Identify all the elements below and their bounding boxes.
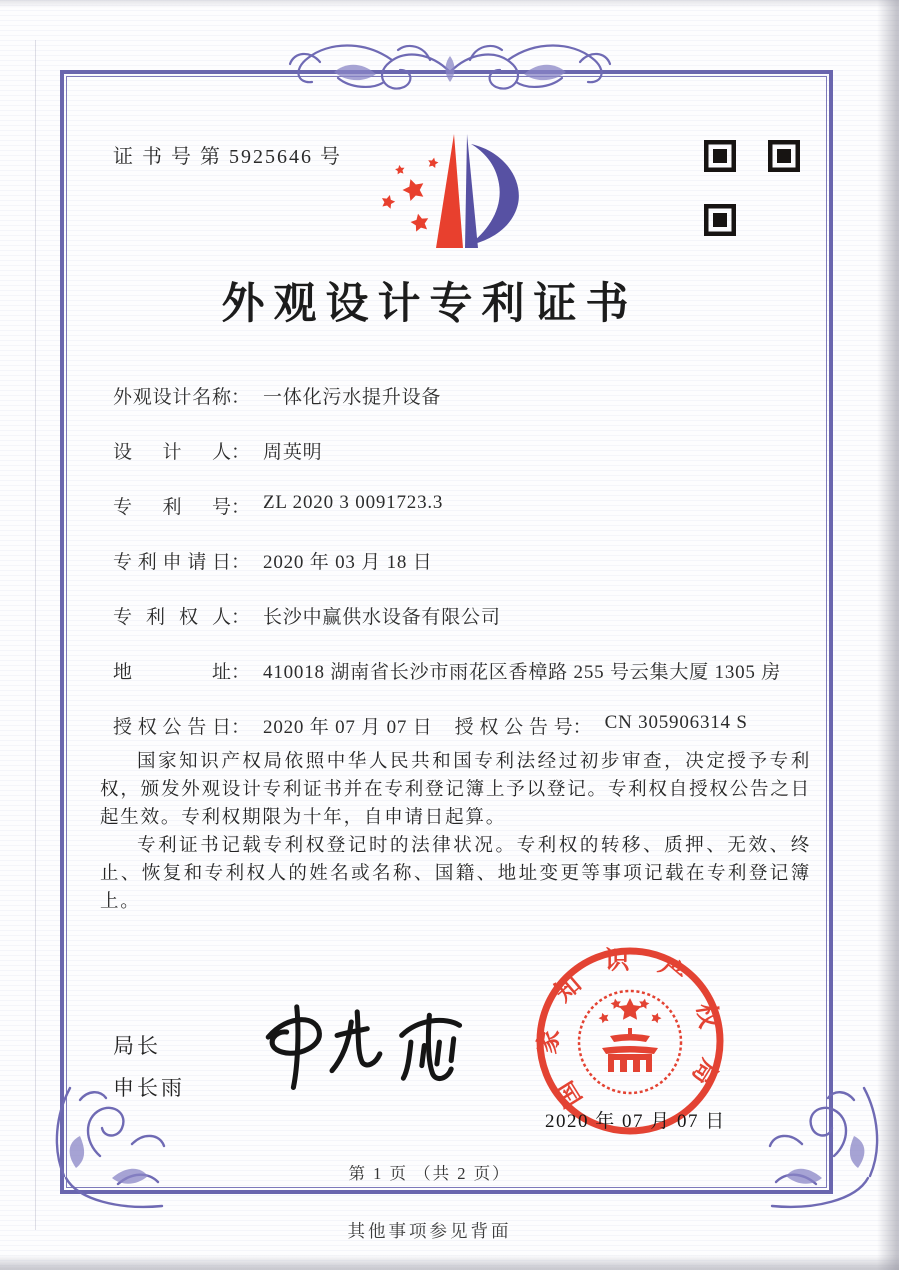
field-label: 外观设计名称 <box>113 387 231 408</box>
field-value: 长沙中赢供水设备有限公司 <box>263 607 501 628</box>
seal-ring-text: 国家知识产权局 <box>534 947 726 1112</box>
certificate-title: 外观设计专利证书 <box>221 281 638 328</box>
field-value: CN 305906314 S <box>604 712 748 733</box>
field-row-design-name <box>113 382 781 437</box>
page-number: 第 1 页 （共 2 页） <box>348 1164 511 1183</box>
field-colon: ： <box>231 607 251 628</box>
field-colon: ： <box>231 387 251 408</box>
field-row-filing-date <box>113 547 781 602</box>
qr-code <box>704 140 800 236</box>
field-colon: ： <box>231 442 251 463</box>
field-value: 2020 年 03 月 18 日 <box>263 552 433 573</box>
scan-crease <box>35 40 36 1230</box>
scan-edge <box>0 0 899 8</box>
field-value: 一体化污水提升设备 <box>263 387 442 408</box>
paragraph: 国家知识产权局依照中华人民共和国专利法经过初步审查，决定授予专利权，颁发外观设计专利证书并在专利登记簿上予以登记。专利权自授权公告之日起生效。专利权期限为十年，自申请日起算。 <box>100 752 811 828</box>
field-row-patent-number <box>113 492 781 547</box>
field-row-patentee <box>113 602 781 657</box>
field-value: ZL 2020 3 0091723.3 <box>263 492 444 513</box>
field-colon: ： <box>231 662 251 683</box>
paragraph: 专利证书记载专利权登记时的法律状况。专利权的转移、质押、无效、终止、恢复和专利权人的姓名或名称、国籍、地址变更等事项记载在专利登记簿上。 <box>100 836 811 912</box>
fields-section <box>113 382 781 767</box>
top-ornament-icon <box>280 30 620 112</box>
corner-ornament-icon <box>742 1056 899 1214</box>
field-colon: ： <box>231 497 251 518</box>
field-row-designer <box>113 437 781 492</box>
director-title: 局长 <box>113 1034 161 1058</box>
director-name: 申长雨 <box>113 1076 185 1100</box>
cnipa-logo-icon <box>370 126 530 256</box>
field-label: 地址 <box>113 662 231 683</box>
field-row-address <box>113 657 781 712</box>
signature-icon <box>238 998 473 1098</box>
seal-date: 2020 年 07 月 07 日 <box>545 1111 726 1132</box>
field-value: 2020 年 07 月 07 日 <box>263 717 433 738</box>
scan-edge <box>0 1255 899 1270</box>
field-label: 设计人 <box>113 442 231 463</box>
field-colon: ： <box>231 717 251 738</box>
field-label: 专利申请日 <box>113 552 231 573</box>
field-colon: ： <box>572 717 592 738</box>
corner-ornament-icon <box>34 1056 192 1214</box>
certificate-number: 证 书 号 第 5925646 号 <box>113 146 342 168</box>
field-colon: ： <box>231 552 251 573</box>
field-label: 授权公告日 <box>113 717 231 738</box>
field-value: 周英明 <box>263 442 323 463</box>
field-label: 授权公告号 <box>454 717 573 738</box>
field-label: 专利权人 <box>113 607 231 628</box>
field-value: 410018 湖南省长沙市雨花区香樟路 255 号云集大厦 1305 房 <box>263 662 782 683</box>
back-note: 其他事项参见背面 <box>347 1221 512 1241</box>
field-label: 专利号 <box>113 497 231 518</box>
legal-text <box>100 748 811 916</box>
